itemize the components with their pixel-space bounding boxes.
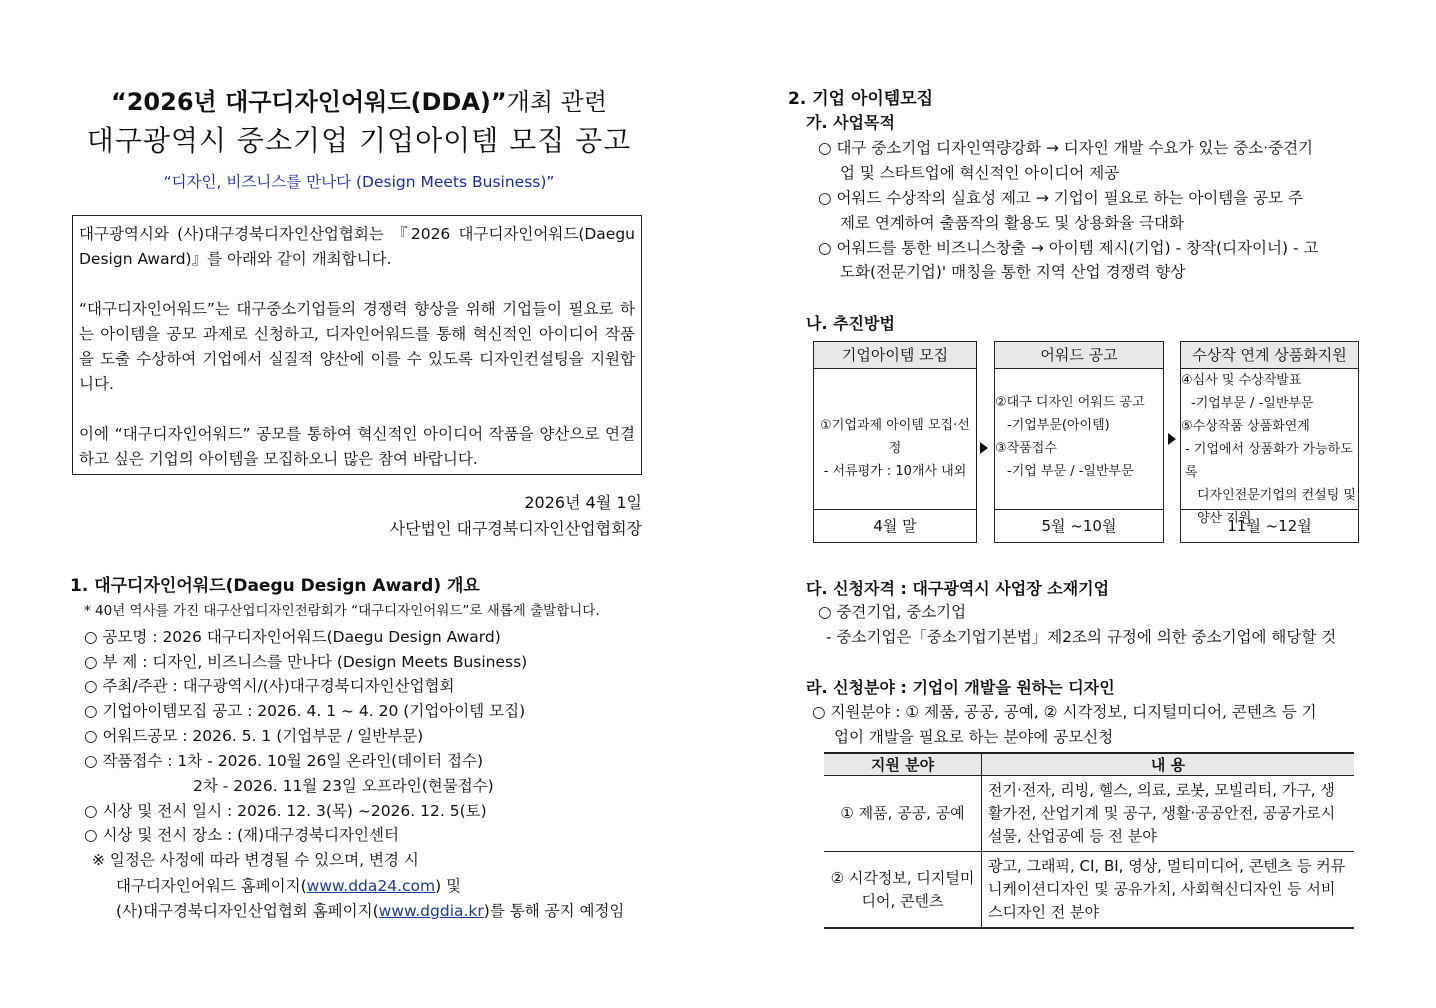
homepage-line-1: 대구디자인어워드 홈페이지(www.dda24.com) 및 [116, 877, 462, 895]
process-line: ③작품접수 [995, 441, 1057, 456]
subtitle: “디자인, 비즈니스를 만나다 (Design Meets Business)” [163, 173, 555, 191]
schedule-note: ※ 일정은 사정에 따라 변경될 수 있으며, 변경 시 [92, 851, 419, 869]
table-header: 지원 분야 [824, 753, 982, 776]
process-step-title: 기업아이템 모집 [814, 342, 976, 369]
overview-item: 2차 - 2026. 11월 23일 오프라인(현물접수) [193, 777, 494, 795]
eligibility-heading: 다. 신청자격 : 대구광역시 사업장 소재기업 [806, 579, 1110, 598]
overview-item: ○ 작품접수 : 1차 - 2026. 10월 26일 온라인(데이터 접수) [84, 752, 484, 770]
purpose-item: ○ 대구 중소기업 디자인역량강화 → 디자인 개발 수요가 있는 중소·중견기 [818, 139, 1314, 157]
process-line: - 기업에서 상품화가 가능하도록 [1185, 442, 1353, 480]
process-step-period: 4월 말 [814, 509, 976, 542]
process-line: -기업부문(아이템) [1007, 418, 1110, 433]
table-header: 내 용 [982, 753, 1355, 776]
table-header-row [824, 753, 1354, 776]
method-heading: 나. 추진방법 [806, 314, 895, 333]
overview-item: ○ 공모명 : 2026 대구디자인어워드(Daegu Design Award) [84, 628, 501, 646]
table-cell-field: ① 제품, 공공, 공예 [824, 776, 982, 852]
arrow-right-icon [1168, 433, 1176, 445]
support-field-table [824, 752, 1354, 929]
section1-heading: 1. 대구디자인어워드(Daegu Design Award) 개요 [70, 576, 480, 596]
intro-paragraph-2: “대구디자인어워드”는 대구중소기업들의 경쟁력 향상을 위해 기업들이 필요로 하는 아이템을 공모 과제로 신청하고, 디자인어워드를 통해 혁신적인 아이디어 작품을 도출 수상하여 기업에서 실질적 양산에 이를 수 있도록 디자인컨설팅을 지원합니다. [79, 300, 635, 393]
overview-item: ○ 시상 및 전시 장소 : (재)대구경북디자인센터 [84, 826, 399, 844]
process-step-body [995, 391, 1163, 483]
intro-paragraph-1: 대구광역시와 (사)대구경북디자인산업협회는 『2026 대구디자인어워드(Daegu Design Award)』를 아래와 같이 개최합니다. [79, 225, 635, 268]
process-line: -기업부문 / -일반부문 [1191, 396, 1314, 411]
purpose-item: ○ 어워드 수상작의 실효성 제고 → 기업이 필요로 하는 아이템을 공모 주 [818, 189, 1303, 207]
announcement-date: 2026년 4월 1일 [524, 493, 642, 512]
dgdia-link[interactable]: www.dgdia.kr [378, 902, 484, 920]
overview-item: ○ 어워드공모 : 2026. 5. 1 (기업부문 / 일반부문) [84, 727, 424, 745]
overview-item: ○ 부 제 : 디자인, 비즈니스를 만나다 (Design Meets Business) [84, 653, 528, 671]
process-line: ④심사 및 수상작발표 [1181, 373, 1302, 388]
process-line: ②대구 디자인 어워드 공고 [995, 395, 1145, 410]
process-step-recruit [813, 341, 977, 543]
process-line: ①기업과제 아이템 모집·선정 [820, 418, 970, 456]
eligibility-item: ○ 중견기업, 중소기업 [818, 603, 967, 621]
section1-note: * 40년 역사를 가진 대구산업디자인전람회가 “대구디자인어워드”로 새롭게 출발합니다. [84, 603, 600, 619]
overview-item: ○ 주최/주관 : 대구광역시/(사)대구경북디자인산업협회 [84, 677, 455, 695]
organization-name: 사단법인 대구경북디자인산업협회장 [389, 519, 642, 538]
process-line: 디자인전문기업의 컨설팅 및 [1197, 488, 1356, 503]
title-line1: “2026년 대구디자인어워드(DDA)”개최 관련 [110, 88, 608, 116]
field-intro: ○ 지원분야 : ① 제품, 공공, 공예, ② 시각정보, 디지털미디어, 콘텐츠 등 기 [812, 703, 1317, 721]
section2-heading: 2. 기업 아이템모집 [788, 89, 934, 109]
table-row [824, 852, 1354, 929]
process-step-title: 수상작 연계 상품화지원 [1181, 342, 1358, 369]
page-title: 대구광역시 중소기업 기업아이템 모집 공고 [86, 124, 632, 157]
overview-item: ○ 기업아이템모집 공고 : 2026. 4. 1 ~ 4. 20 (기업아이템 모집) [84, 702, 526, 720]
intro-box [72, 215, 642, 475]
process-step-commercialize [1180, 341, 1359, 543]
table-cell-field: ② 시각정보, 디지털미디어, 콘텐츠 [824, 852, 982, 929]
process-step-body [814, 414, 976, 483]
table-cell-content: 전기·전자, 리빙, 헬스, 의료, 로봇, 모빌리티, 가구, 생활가전, 산업기계 및 공구, 생활·공공안전, 공공가로시설물, 산업공예 등 전 분야 [982, 776, 1355, 852]
purpose-heading: 가. 사업목적 [806, 113, 895, 132]
field-heading: 라. 신청분야 : 기업이 개발을 원하는 디자인 [806, 678, 1115, 697]
process-line: ⑤수상작품 상품화연계 [1181, 419, 1310, 434]
process-step-period: 11월 ~12월 [1181, 509, 1358, 542]
purpose-item: 도화(전문기업)' 매칭을 통한 지역 산업 경쟁력 향상 [840, 263, 1186, 281]
eligibility-item: - 중소기업은「중소기업기본법」제2조의 규정에 의한 중소기업에 해당할 것 [826, 628, 1337, 646]
process-step-award [994, 341, 1164, 543]
intro-paragraph-3: 이에 “대구디자인어워드” 공모를 통하여 혁신적인 아이디어 작품을 양산으로 연결하고 싶은 기업의 아이템을 모집하오니 많은 참여 바랍니다. [79, 425, 635, 468]
process-step-body [1181, 369, 1358, 530]
table-row [824, 776, 1354, 852]
process-step-title: 어워드 공고 [995, 342, 1163, 369]
process-line: 양산 지원 [1197, 511, 1252, 526]
arrow-right-icon [980, 442, 988, 454]
purpose-item: ○ 어워드를 통한 비즈니스창출 → 아이템 제시(기업) - 창작(디자이너) - 고 [818, 239, 1319, 257]
field-intro: 업이 개발을 필요로 하는 분야에 공모신청 [834, 728, 1114, 746]
dda24-link[interactable]: www.dda24.com [306, 877, 436, 895]
process-step-period: 5월 ~10월 [995, 509, 1163, 542]
purpose-item: 업 및 스타트업에 혁신적인 아이디어 제공 [840, 164, 1120, 182]
overview-item: ○ 시상 및 전시 일시 : 2026. 12. 3(목) ~2026. 12. 5(토) [84, 802, 487, 820]
process-line: - 서류평가 : 10개사 내외 [823, 464, 967, 479]
homepage-line-2: (사)대구경북디자인산업협회 홈페이지(www.dgdia.kr)를 통해 공지 예정임 [116, 902, 625, 920]
purpose-item: 제로 연계하여 출품작의 활용도 및 상용화율 극대화 [840, 214, 1184, 232]
process-line: -기업 부문 / -일반부문 [1007, 464, 1134, 479]
table-cell-content: 광고, 그래픽, CI, BI, 영상, 멀티미디어, 콘텐츠 등 커뮤니케이션디자인 및 공유가치, 사회혁신디자인 등 서비스디자인 전 분야 [982, 852, 1355, 929]
